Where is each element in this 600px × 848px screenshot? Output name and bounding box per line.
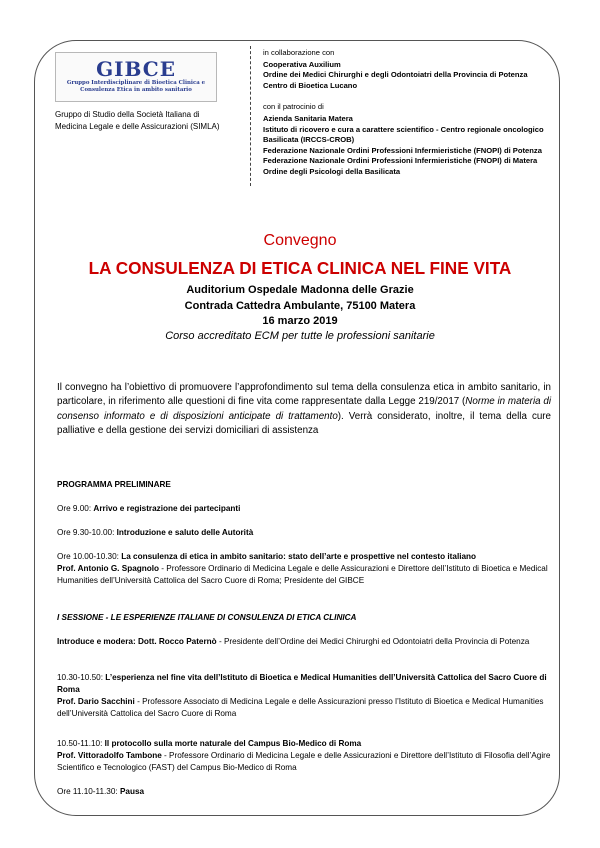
program-item bbox=[57, 738, 551, 774]
patronage-org: Federazione Nazionale Ordini Professioni Infermieristiche (FNOPI) di Potenza bbox=[263, 145, 542, 155]
program-speaker: Prof. Vittoradolfo Tambone bbox=[57, 751, 162, 760]
event-date: 16 marzo 2019 bbox=[262, 315, 338, 328]
venue-name: Auditorium Ospedale Madonna delle Grazie bbox=[186, 284, 414, 296]
patronage-org: Basilicata (IRCCS-CROB) bbox=[263, 135, 355, 145]
intro-text-end: ). Verrà considerato, inoltre, il tema della cure palliative e della gestione dei servizi domiciliari di assistenza bbox=[57, 410, 552, 436]
collaboration-org: Centro di Bioetica Lucano bbox=[263, 80, 358, 90]
event-title: LA CONSULENZA DI ETICA CLINICA NEL FINE VITA bbox=[88, 258, 512, 278]
program-item bbox=[57, 786, 551, 798]
collaboration-org: Cooperativa Auxilium bbox=[263, 59, 341, 69]
program-title: Pausa bbox=[119, 787, 145, 796]
program-time: Ore 9.00: bbox=[57, 504, 94, 513]
session-heading: I SESSIONE - LE ESPERIENZE ITALIANE DI CONSULENZA DI ETICA CLINICA bbox=[57, 613, 357, 622]
law-title: Norme in materia di consenso informato e di disposizioni anticipate di trattamento bbox=[57, 396, 551, 422]
program-title: Arrivo e registrazione dei partecipanti bbox=[93, 504, 241, 513]
partners-block bbox=[263, 48, 563, 178]
ecm-credit: Corso accreditato ECM per tutte le professioni sanitarie bbox=[165, 330, 435, 342]
intro-text: Il convegno ha l’obiettivo di promuovere l’approfondimento sul tema della consulenza etica in ambito sanitario, in particolare, in riferimento alle questioni di fine vita come rappresentate dalla Legge 219/2017 ( bbox=[57, 382, 551, 408]
patronage-heading: con il patrocinio di bbox=[263, 102, 324, 112]
program-title: Il protocollo sulla morte naturale del Campus Bio-Medico di Roma bbox=[104, 739, 362, 748]
collaboration-heading: in collaborazione con bbox=[263, 48, 335, 57]
program-time: Ore 9.30-10.00: bbox=[57, 528, 117, 537]
program-speaker-desc: - Professore Associato di Medicina Legale e delle Assicurazioni presso l’Istituto di Bioetica e Medical Humanities dell’Università Cattolica del Sacro Cuore di Roma bbox=[57, 697, 544, 718]
program-time: Ore 10.00-10.30: bbox=[57, 552, 122, 561]
program-title: L’esperienza nel fine vita dell’Istituto di Bioetica e Medical Humanities dell’Università Cattolica del Sacro Cuore di Roma bbox=[57, 673, 547, 694]
patronage-org: Federazione Nazionale Ordini Professioni Infermieristiche (FNOPI) di Matera bbox=[263, 156, 538, 166]
moderator-desc: - Presidente dell’Ordine dei Medici Chirurghi ed Odontoiatri della Provincia di Potenza bbox=[216, 637, 530, 646]
program-item bbox=[57, 503, 551, 515]
simla-caption bbox=[55, 109, 240, 133]
logo-subtitle: Gruppo Interdisciplinare di Bioetica Clinica e Consulenza Etica in ambito sanitario bbox=[66, 80, 206, 94]
patronage-org: Azienda Sanitaria Matera bbox=[263, 113, 353, 123]
moderator bbox=[57, 636, 551, 648]
program-item bbox=[57, 551, 551, 587]
program-title: Introduzione e saluto delle Autorità bbox=[116, 528, 254, 537]
program-time: 10.50-11.10: bbox=[57, 739, 105, 748]
program-time: 10.30-10.50: bbox=[57, 673, 106, 682]
collaboration-org: Ordine dei Medici Chirurghi e degli Odontoiatri della Provincia di Potenza bbox=[263, 70, 528, 80]
event-venue bbox=[40, 283, 560, 330]
program-title: La consulenza di etica in ambito sanitario: stato dell’arte e prospettive nel contesto italiano bbox=[121, 552, 477, 561]
program-item bbox=[57, 672, 551, 720]
program-speaker-desc: - Professore Ordinario di Medicina Legale e delle Assicurazioni e Direttore dell’Istituto di Filosofia dell’Agire Scientifico e Tecnologico (FAST) del Campus Bio-Medico di Roma bbox=[57, 751, 551, 772]
program-speaker-desc: - Professore Ordinario di Medicina Legale e delle Assicurazioni e Direttore dell’Istituto di Bioetica e Medical Humanities dell’Università Cattolica del Sacro Cuore di Roma; Presidente del GIBCE bbox=[57, 564, 548, 585]
venue-address: Contrada Cattedra Ambulante, 75100 Matera bbox=[184, 299, 416, 312]
moderator-label: Introduce e modera: Dott. Rocco Paternò bbox=[57, 637, 217, 646]
logo-title: GIBCE bbox=[96, 57, 176, 81]
event-type: Convegno bbox=[263, 232, 337, 249]
divider-line bbox=[250, 46, 251, 186]
gibce-logo bbox=[55, 52, 217, 102]
program-speaker: Prof. Antonio G. Spagnolo bbox=[57, 564, 160, 573]
simla-line-2: Medicina Legale e delle Assicurazioni (SIMLA) bbox=[55, 122, 220, 131]
patronage-org: Istituto di ricovero e cura a carattere scientifico - Centro regionale oncologico bbox=[263, 124, 544, 134]
program-item bbox=[57, 527, 551, 539]
program-time: Ore 11.10-11.30: bbox=[57, 787, 120, 796]
patronage-org: Ordine degli Psicologi della Basilicata bbox=[263, 166, 401, 176]
intro-paragraph bbox=[57, 381, 551, 438]
program-heading: PROGRAMMA PRELIMINARE bbox=[57, 480, 171, 489]
program-speaker: Prof. Dario Sacchini bbox=[57, 697, 135, 706]
simla-line-1: Gruppo di Studio della Società Italiana di bbox=[55, 110, 200, 119]
